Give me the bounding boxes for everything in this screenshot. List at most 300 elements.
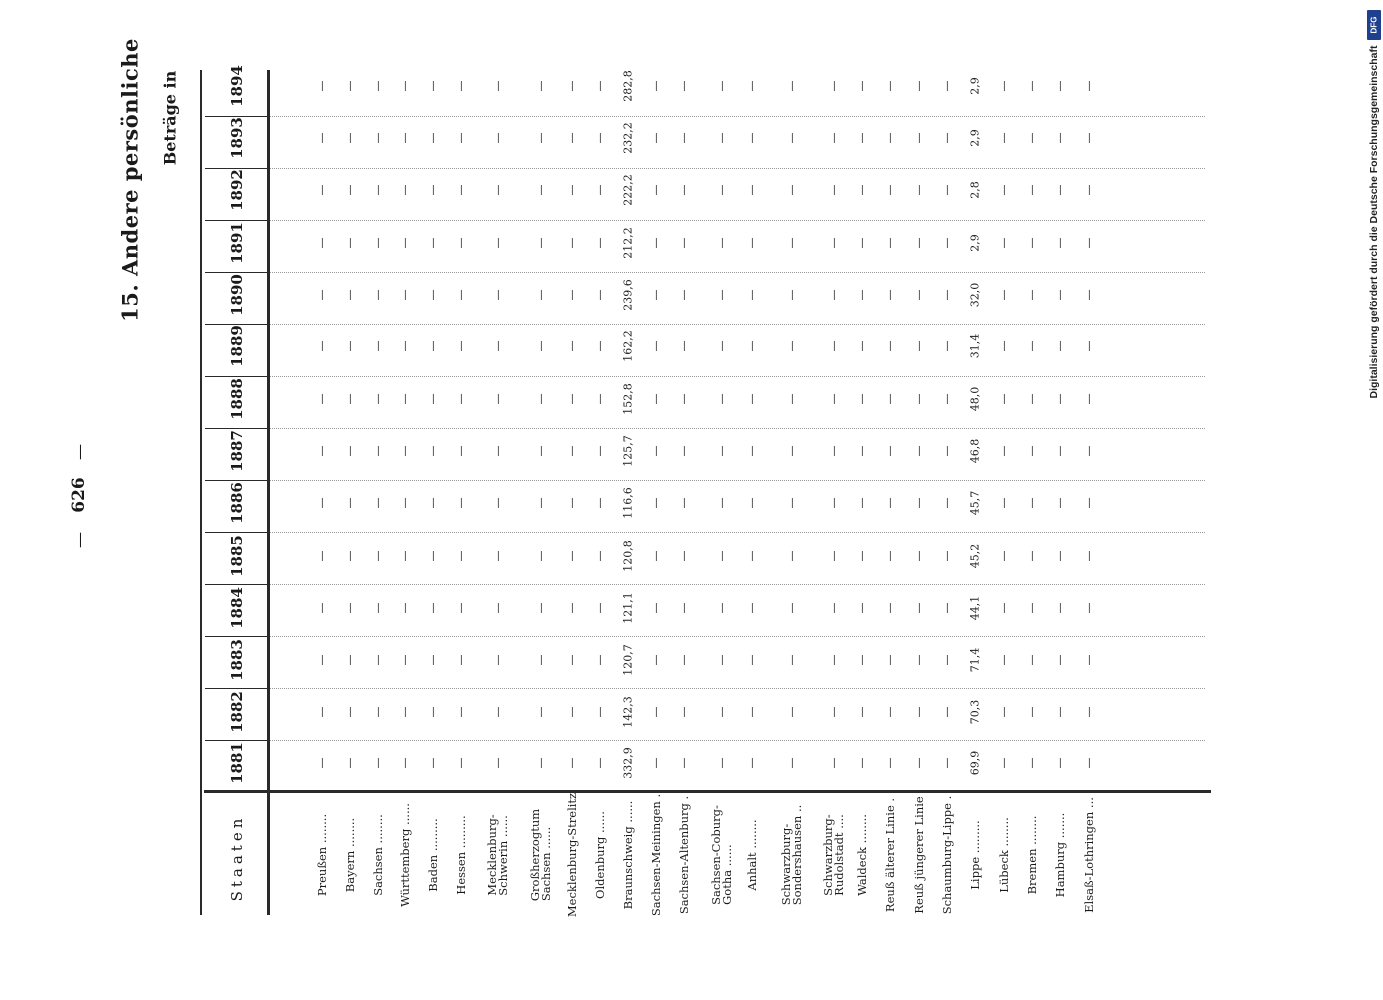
table-cell: — — [371, 654, 385, 666]
table-cell: — — [649, 237, 663, 249]
table-cell: — — [649, 184, 663, 196]
table-cell: — — [343, 393, 357, 405]
state-label-line: Schwarzburg- — [821, 814, 835, 896]
table-cell: 70,3 — [968, 699, 982, 725]
year-header: 1886 — [228, 482, 246, 524]
table-cell: — — [491, 237, 505, 249]
table-cell: — — [398, 132, 412, 144]
table-cell: — — [855, 602, 869, 614]
table-cell: — — [398, 393, 412, 405]
table-cell: — — [398, 602, 412, 614]
table-cell: — — [997, 550, 1011, 562]
column-separator — [270, 532, 1205, 533]
header-tick — [205, 428, 267, 429]
table-cell: — — [565, 184, 579, 196]
table-cell: — — [855, 132, 869, 144]
table-cell: — — [883, 497, 897, 509]
table-cell: — — [715, 445, 729, 457]
table-cell: — — [315, 445, 329, 457]
table-cell: — — [491, 80, 505, 92]
page-number-dash-top: — — [69, 444, 89, 460]
table-cell: — — [827, 550, 841, 562]
table-cell: 120,8 — [621, 540, 635, 572]
state-label-line: Hamburg ....... — [1053, 812, 1067, 898]
table-cell: — — [534, 445, 548, 457]
table-cell: — — [785, 80, 799, 92]
table-cell: — — [1082, 289, 1096, 301]
table-cell: 282,8 — [621, 70, 635, 102]
table-cell: — — [593, 757, 607, 769]
table-cell: — — [398, 80, 412, 92]
table-cell: — — [343, 445, 357, 457]
table-cell: 222,2 — [621, 174, 635, 206]
table-cell: — — [997, 289, 1011, 301]
table-cell: — — [649, 289, 663, 301]
table-cell: — — [912, 237, 926, 249]
table-cell: — — [491, 184, 505, 196]
state-label-line: Braunschweig ...... — [621, 800, 635, 910]
table-cell: — — [398, 237, 412, 249]
table-cell: — — [398, 654, 412, 666]
table-cell: — — [785, 184, 799, 196]
table-cell: — — [912, 445, 926, 457]
table-cell: — — [677, 550, 691, 562]
table-cell: — — [677, 237, 691, 249]
table-cell: — — [827, 80, 841, 92]
table-cell: 2,8 — [968, 181, 982, 199]
table-cell: — — [1053, 289, 1067, 301]
table-cell: — — [940, 132, 954, 144]
year-header: 1885 — [228, 535, 246, 577]
table-cell: — — [940, 654, 954, 666]
table-cell: 162,2 — [621, 330, 635, 362]
table-cell: — — [940, 393, 954, 405]
table-cell: — — [371, 550, 385, 562]
table-cell: — — [785, 706, 799, 718]
table-cell: — — [883, 184, 897, 196]
table-cell: — — [593, 654, 607, 666]
state-label — [912, 796, 926, 913]
state-label — [745, 819, 759, 890]
table-cell: 32,0 — [968, 282, 982, 308]
table-cell: — — [1082, 132, 1096, 144]
state-label-line: Lippe ......... — [968, 820, 982, 890]
table-cell: — — [827, 184, 841, 196]
table-cell: — — [649, 706, 663, 718]
header-tick — [205, 272, 267, 273]
state-label-line: Reuß älterer Linie . — [883, 797, 897, 913]
table-cell: — — [997, 706, 1011, 718]
table-cell: — — [1082, 757, 1096, 769]
table-cell: — — [997, 184, 1011, 196]
column-separator — [270, 220, 1205, 221]
table-cell: — — [593, 497, 607, 509]
year-header: 1881 — [228, 742, 246, 784]
table-cell: — — [827, 393, 841, 405]
table-cell: — — [855, 497, 869, 509]
table-cell: — — [745, 237, 759, 249]
table-cell: — — [1025, 757, 1039, 769]
page-number: 626 — [69, 477, 89, 513]
table-cell: — — [534, 654, 548, 666]
table-cell: — — [1053, 706, 1067, 718]
table-cell: 48,0 — [968, 386, 982, 412]
year-header: 1883 — [228, 639, 246, 681]
state-label — [823, 814, 845, 896]
table-cell: — — [912, 497, 926, 509]
table-cell: — — [1082, 654, 1096, 666]
table-cell: — — [883, 393, 897, 405]
table-cell: — — [534, 340, 548, 352]
section-title: 15. Andere persönliche — [117, 38, 143, 322]
table-cell: — — [1025, 132, 1039, 144]
table-cell: — — [426, 706, 440, 718]
state-label-line: Schwerin ...... — [496, 815, 510, 896]
table-cell: — — [883, 340, 897, 352]
table-cell: — — [1025, 340, 1039, 352]
table-cell: — — [1082, 706, 1096, 718]
table-cell: — — [343, 289, 357, 301]
table-cell: — — [827, 132, 841, 144]
table-cell: — — [1025, 550, 1039, 562]
state-label-line: Waldeck ........ — [855, 814, 869, 896]
table-cell: — — [1082, 393, 1096, 405]
table-cell: — — [1025, 80, 1039, 92]
table-cell: — — [677, 654, 691, 666]
state-label-line: Preußen ........ — [315, 813, 329, 897]
state-label — [621, 801, 635, 910]
state-label-line: Sachsen-Altenburg . — [677, 795, 691, 915]
table-cell: — — [426, 340, 440, 352]
table-cell: — — [454, 184, 468, 196]
table-cell: — — [426, 550, 440, 562]
table-cell: — — [997, 445, 1011, 457]
table-cell: — — [912, 654, 926, 666]
table-cell: — — [745, 497, 759, 509]
table-cell: — — [715, 184, 729, 196]
table-cell: — — [315, 497, 329, 509]
table-cell: — — [855, 757, 869, 769]
state-label — [371, 814, 385, 896]
table-cell: — — [593, 706, 607, 718]
table-cell: — — [534, 393, 548, 405]
table-cell: — — [677, 497, 691, 509]
state-label-line: Sondershausen .. — [790, 804, 804, 906]
table-cell: — — [426, 80, 440, 92]
table-cell: — — [827, 497, 841, 509]
column-separator — [270, 324, 1205, 325]
table-cell: — — [534, 757, 548, 769]
table-cell: — — [1025, 289, 1039, 301]
table-cell: — — [997, 497, 1011, 509]
table-cell: 125,7 — [621, 435, 635, 467]
table-cell: — — [371, 497, 385, 509]
table-cell: — — [454, 706, 468, 718]
header-tick — [205, 220, 267, 221]
table-cell: — — [883, 132, 897, 144]
table-cell: — — [593, 602, 607, 614]
table-cell: — — [785, 289, 799, 301]
table-cell: — — [883, 654, 897, 666]
table-cell: — — [454, 289, 468, 301]
table-cell: — — [997, 602, 1011, 614]
table-cell: 31,4 — [968, 333, 982, 359]
table-cell: — — [1053, 757, 1067, 769]
table-cell: — — [1082, 237, 1096, 249]
table-cell: — — [997, 80, 1011, 92]
table-cell: — — [1053, 184, 1067, 196]
header-tick — [205, 740, 267, 741]
table-cell: — — [912, 289, 926, 301]
table-cell: — — [593, 80, 607, 92]
table-cell: 2,9 — [968, 129, 982, 147]
table-cell: — — [1025, 497, 1039, 509]
table-cell: — — [745, 757, 759, 769]
table-cell: — — [426, 497, 440, 509]
table-cell: — — [883, 445, 897, 457]
table-cell: — — [1025, 393, 1039, 405]
table-cell: — — [593, 184, 607, 196]
table-cell: — — [940, 80, 954, 92]
table-cell: — — [343, 184, 357, 196]
table-cell: — — [371, 757, 385, 769]
state-label — [454, 815, 468, 894]
table-cell: — — [745, 340, 759, 352]
table-cell: — — [593, 550, 607, 562]
table-cell: — — [491, 757, 505, 769]
table-cell: — — [1053, 132, 1067, 144]
table-cell: — — [426, 237, 440, 249]
table-cell: — — [398, 706, 412, 718]
year-header: 1894 — [228, 65, 246, 107]
table-cell: — — [426, 445, 440, 457]
table-cell: — — [912, 602, 926, 614]
state-label-line: Elsaß-Lothringen ... — [1082, 797, 1096, 913]
table-cell: — — [454, 340, 468, 352]
table-cell: — — [649, 80, 663, 92]
table-cell: — — [649, 757, 663, 769]
state-label-line: Oldenburg ...... — [593, 811, 607, 899]
table-cell: — — [827, 706, 841, 718]
table-cell: — — [315, 184, 329, 196]
table-cell: — — [371, 340, 385, 352]
table-stub-rule — [204, 790, 1211, 793]
table-cell: — — [534, 497, 548, 509]
table-cell: — — [565, 757, 579, 769]
table-cell: 232,2 — [621, 122, 635, 154]
table-cell: — — [315, 393, 329, 405]
column-separator — [270, 584, 1205, 585]
table-cell: — — [745, 706, 759, 718]
table-cell: — — [940, 184, 954, 196]
state-label-line: Sachsen ...... — [539, 826, 553, 902]
state-label-line: Sachsen-Meiningen . — [649, 793, 663, 917]
table-cell: — — [715, 132, 729, 144]
table-cell: — — [398, 445, 412, 457]
state-label — [426, 818, 440, 891]
table-cell: — — [371, 289, 385, 301]
table-cell: — — [745, 550, 759, 562]
page-number-dash-bottom: — — [69, 532, 89, 548]
table-cell: — — [593, 340, 607, 352]
state-label-line: Mecklenburg-Strelitz — [565, 792, 579, 918]
state-label — [781, 805, 803, 906]
state-label — [883, 798, 897, 912]
section-subtitle: Beträge in — [160, 70, 180, 166]
table-cell: — — [785, 550, 799, 562]
table-cell: — — [912, 757, 926, 769]
table-cell: — — [745, 393, 759, 405]
state-label — [940, 796, 954, 915]
state-label — [398, 803, 412, 907]
table-cell: — — [883, 550, 897, 562]
table-cell: — — [827, 757, 841, 769]
year-header: 1892 — [228, 169, 246, 211]
table-cell: — — [565, 80, 579, 92]
state-label — [968, 820, 982, 889]
table-cell: — — [565, 445, 579, 457]
table-cell: 45,2 — [968, 543, 982, 569]
table-cell: — — [343, 80, 357, 92]
table-cell: — — [593, 132, 607, 144]
table-cell: — — [565, 132, 579, 144]
table-cell: — — [940, 550, 954, 562]
table-cell: — — [649, 550, 663, 562]
table-cell: — — [677, 184, 691, 196]
table-cell: 44,1 — [968, 595, 982, 621]
table-cell: — — [534, 184, 548, 196]
column-separator — [270, 168, 1205, 169]
table-cell: — — [677, 80, 691, 92]
table-cell: 152,8 — [621, 383, 635, 415]
table-cell: — — [593, 445, 607, 457]
table-cell: — — [855, 654, 869, 666]
state-label — [997, 817, 1011, 893]
table-cell: — — [593, 237, 607, 249]
table-cell: — — [491, 550, 505, 562]
table-cell: — — [785, 237, 799, 249]
state-label-line: Mecklenburg- — [485, 814, 499, 896]
table-cell: — — [315, 132, 329, 144]
table-cell: — — [827, 445, 841, 457]
table-cell: 142,3 — [621, 696, 635, 728]
table-cell: — — [649, 340, 663, 352]
column-separator — [270, 428, 1205, 429]
table-cell: — — [715, 602, 729, 614]
table-cell: — — [343, 132, 357, 144]
table-cell: — — [649, 132, 663, 144]
table-cell: — — [534, 289, 548, 301]
year-header: 1889 — [228, 325, 246, 367]
table-cell: — — [1053, 497, 1067, 509]
column-separator — [270, 272, 1205, 273]
column-separator — [270, 740, 1205, 741]
column-separator — [270, 116, 1205, 117]
table-cell: — — [398, 550, 412, 562]
table-cell: — — [315, 706, 329, 718]
table-cell: — — [343, 757, 357, 769]
table-cell: — — [315, 757, 329, 769]
state-label-line: Reuß jüngerer Linie — [912, 796, 926, 914]
table-cell: — — [745, 80, 759, 92]
table-cell: — — [315, 237, 329, 249]
table-cell: — — [491, 445, 505, 457]
table-cell: 2,9 — [968, 77, 982, 95]
table-cell: — — [371, 80, 385, 92]
table-cell: — — [398, 497, 412, 509]
table-cell: 69,9 — [968, 750, 982, 776]
table-cell: — — [940, 237, 954, 249]
table-cell: — — [1025, 237, 1039, 249]
table-cell: 71,4 — [968, 647, 982, 673]
table-cell: — — [940, 706, 954, 718]
table-cell: — — [371, 602, 385, 614]
header-tick — [205, 688, 267, 689]
table-cell: — — [426, 757, 440, 769]
table-cell: — — [1053, 393, 1067, 405]
table-cell: — — [534, 706, 548, 718]
table-cell: — — [997, 757, 1011, 769]
table-cell: — — [454, 237, 468, 249]
table-cell: 2,9 — [968, 234, 982, 252]
column-separator — [270, 636, 1205, 637]
table-cell: — — [997, 132, 1011, 144]
table-cell: — — [785, 497, 799, 509]
table-cell: — — [785, 602, 799, 614]
table-cell: — — [343, 340, 357, 352]
state-label — [649, 794, 663, 916]
table-cell: — — [997, 393, 1011, 405]
table-cell: — — [855, 393, 869, 405]
table-cell: — — [454, 654, 468, 666]
table-cell: — — [715, 550, 729, 562]
table-cell: — — [940, 289, 954, 301]
table-cell: — — [785, 654, 799, 666]
table-cell: — — [454, 445, 468, 457]
state-label-line: Hessen ......... — [454, 815, 468, 895]
table-cell: — — [1053, 80, 1067, 92]
table-cell: 116,6 — [621, 487, 635, 519]
state-label-line: Großherzogtum — [528, 808, 542, 902]
table-cell: — — [883, 706, 897, 718]
table-cell: — — [1053, 602, 1067, 614]
table-cell: — — [371, 184, 385, 196]
table-cell: — — [315, 340, 329, 352]
table-cell: — — [1053, 550, 1067, 562]
table-cell: — — [677, 445, 691, 457]
state-label — [1082, 797, 1096, 913]
table-cell: — — [371, 393, 385, 405]
table-cell: — — [565, 340, 579, 352]
table-cell: — — [426, 132, 440, 144]
table-cell: — — [649, 445, 663, 457]
state-label-line: Württemberg ...... — [398, 803, 412, 907]
table-cell: — — [343, 654, 357, 666]
table-cell: — — [855, 445, 869, 457]
table-cell: — — [1053, 445, 1067, 457]
header-tick — [205, 532, 267, 533]
table-cell: — — [565, 289, 579, 301]
table-cell: — — [426, 289, 440, 301]
table-cell: — — [827, 289, 841, 301]
table-cell: 212,2 — [621, 227, 635, 259]
table-cell: — — [1082, 497, 1096, 509]
table-cell: — — [745, 132, 759, 144]
table-cell: — — [855, 289, 869, 301]
table-cell: — — [343, 497, 357, 509]
table-cell: — — [912, 80, 926, 92]
table-cell: — — [491, 289, 505, 301]
